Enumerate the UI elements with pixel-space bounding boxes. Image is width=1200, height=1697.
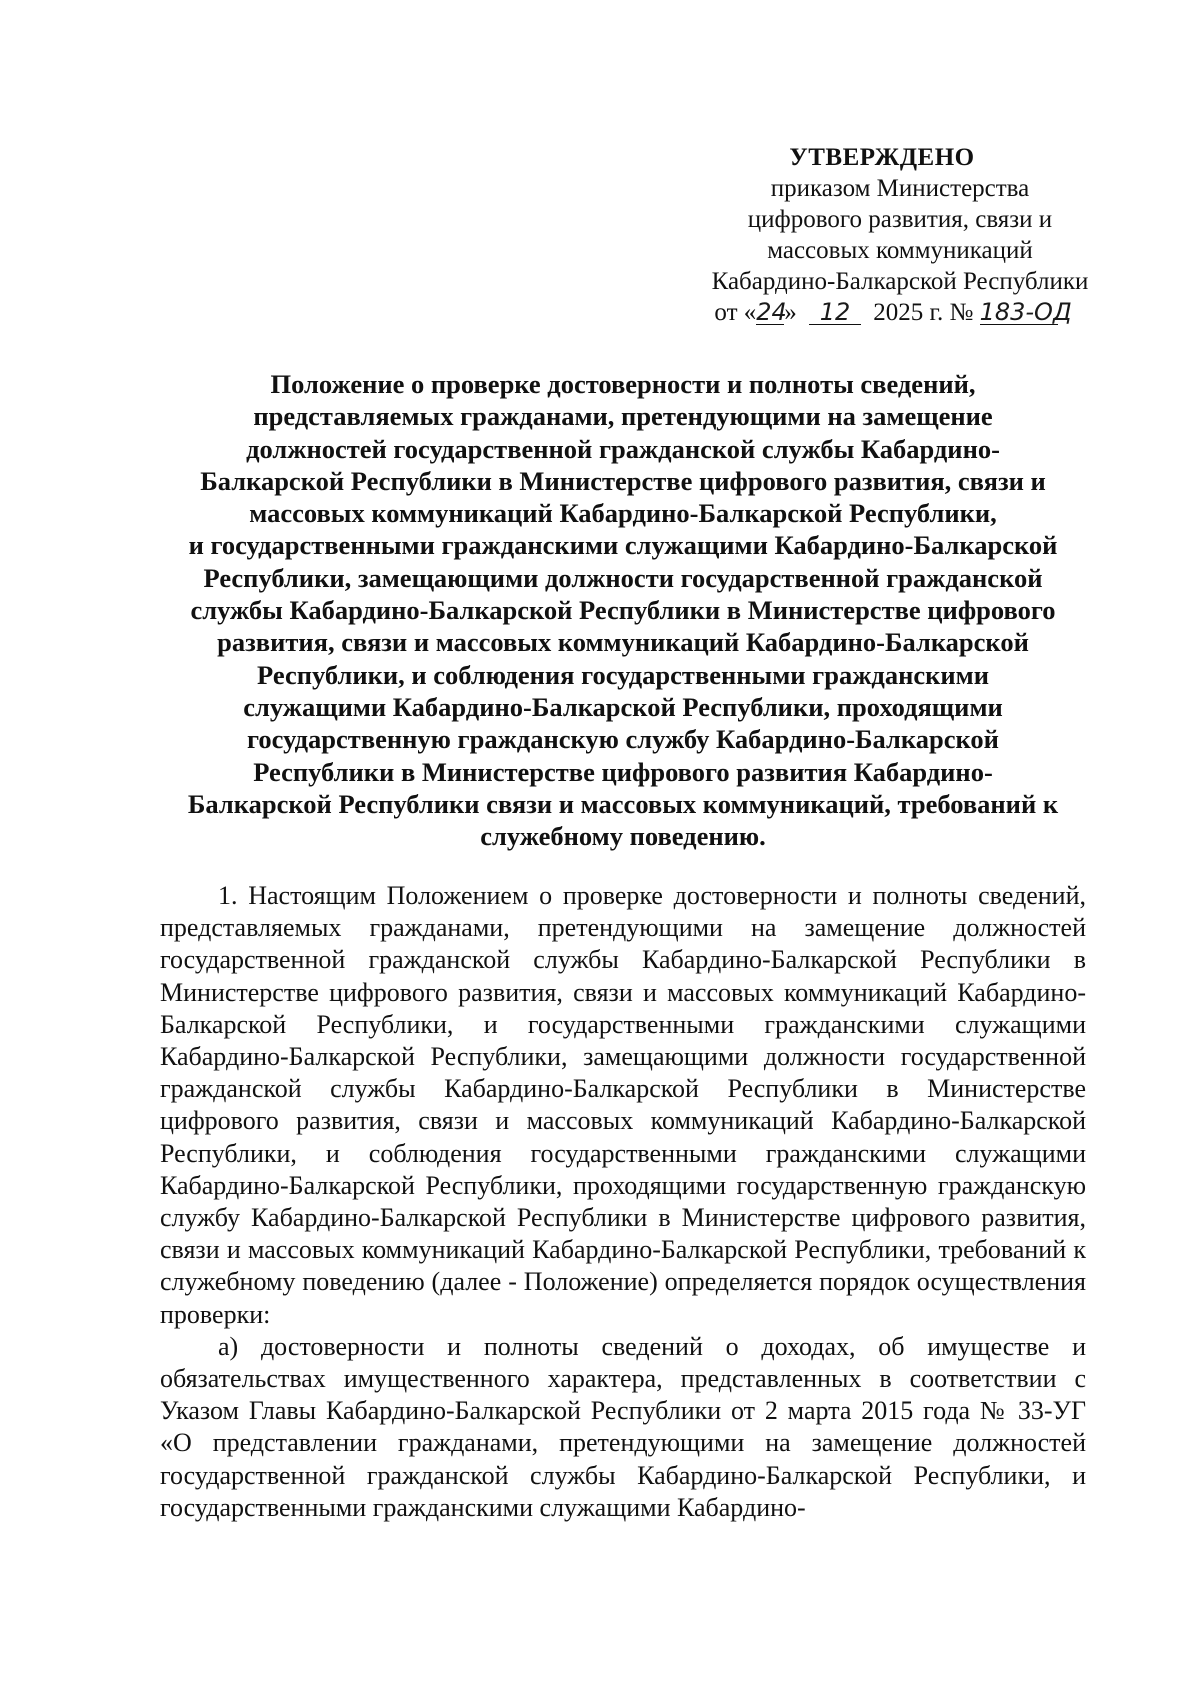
approval-heading: УТВЕРЖДЕНО: [789, 144, 975, 171]
approval-date-line: [686, 297, 1086, 328]
title-line: государственную гражданскую службу Кабардино-Балкарской: [247, 724, 999, 755]
title-line: Балкарской Республики связи и массовых коммуникаций, требований к: [187, 788, 1059, 819]
title-line: Республики, замещающими должности государственной гражданской: [203, 562, 1043, 593]
title-line: развития, связи и массовых коммуникаций Кабардино-Балкарской: [217, 627, 1029, 658]
title-line: служебному поведению.: [480, 821, 766, 852]
paragraph-a: а) достоверности и полноты сведений о доходах, об имуществе и обязательствах имущественного характера, представленных в соответствии с Указом Главы Кабардино-Балкарской Республики от 2 марта 2015 года № 33-УГ «О представлении гражданами, претендующими на замещение должностей государственной гражданской службы Кабардино-Балкарской Республики, и государственными гражданскими служащими Кабардино-: [160, 1331, 1086, 1522]
date-mid: »: [784, 299, 797, 326]
title-line: Республики, и соблюдения государственными гражданскими: [257, 659, 989, 690]
title-line: представляемых гражданами, претендующими на замещение: [253, 401, 993, 432]
date-month-handwritten: 12: [809, 300, 861, 325]
date-year: 2025 г. №: [873, 299, 974, 326]
approval-line-3: массовых коммуникаций: [767, 237, 1033, 264]
title-line: служащими Кабардино-Балкарской Республики, проходящими: [243, 691, 1003, 722]
title-line: службы Кабардино-Балкарской Республики в Министерстве цифрового: [190, 595, 1056, 626]
approval-line-4: Кабардино-Балкарской Республики: [711, 268, 1089, 295]
date-prefix: от «: [714, 299, 757, 326]
document-body: [160, 880, 1086, 1524]
approval-line-2: цифрового развития, связи и: [747, 206, 1053, 233]
title-line: Положение о проверке достоверности и полноты сведений,: [270, 369, 976, 399]
paragraph-1: 1. Настоящим Положением о проверке достоверности и полноты сведений, представляемых гражданами, претендующими на замещение должностей государственной гражданской службы Кабардино-Балкарской Республики в Министерстве цифрового развития, связи и массовых коммуникаций Кабардино-Балкарской Республики, и государственными гражданскими служащими Кабардино-Балкарской Республики, замещающими должности государственной гражданской службы Кабардино-Балкарской Республики в Министерстве цифрового развития, связи и массовых коммуникаций Кабардино-Балкарской Республики, и соблюдения государственными гражданскими служащими Кабардино-Балкарской Республики, проходящими государственную гражданскую службу Кабардино-Балкарской Республики в Министерстве цифрового развития, связи и массовых коммуникаций Кабардино-Балкарской Республики, требований к служебному поведению (далее - Положение) определяется порядок осуществления проверки:: [160, 881, 1086, 1329]
approval-line-1: приказом Министерства: [770, 175, 1030, 202]
title-line: и государственными гражданскими служащими Кабардино-Балкарской: [188, 530, 1058, 561]
date-day-handwritten: 24: [756, 298, 787, 326]
document-title: [158, 368, 1088, 852]
title-line: Балкарской Республики в Министерстве цифрового развития, связи и: [200, 465, 1046, 496]
title-line: Республики в Министерстве цифрового развития Кабардино-: [253, 756, 993, 787]
title-line: должностей государственной гражданской службы Кабардино-: [246, 433, 1000, 464]
title-line: массовых коммуникаций Кабардино-Балкарской Республики,: [249, 498, 997, 529]
order-number-handwritten: 183-ОД: [979, 298, 1072, 326]
approval-block: [700, 142, 1100, 328]
